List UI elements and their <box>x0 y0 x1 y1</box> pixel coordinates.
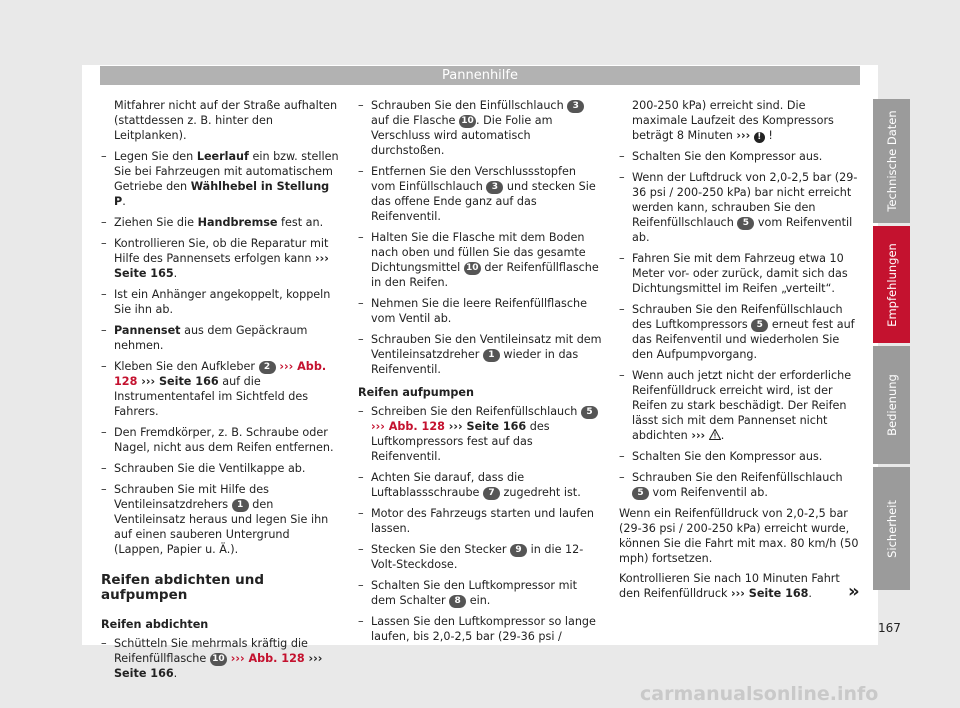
list-item: – Pannenset aus dem Gepäckraum nehmen. <box>101 323 341 353</box>
list-item: – Schrauben Sie den Reifenfüllschlauch des Luftkompressors 5 erneut fest auf das Reifenventil und wiederholen Sie den Aufpumpvorgang. <box>619 302 860 362</box>
page-number: 167 <box>878 621 901 635</box>
list-item: – Schrauben Sie den Einfüllschlauch 3 auf die Flasche 10 . Die Folie am Verschluss wird automatisch durchstoßen. <box>358 98 602 158</box>
number-badge: 10 <box>459 115 476 128</box>
list-item: – Schalten Sie den Kompressor aus. <box>619 149 860 164</box>
list-item: – Schrauben Sie den Ventileinsatz mit dem Ventileinsatzdreher 1 wieder in das Reifenventil. <box>358 332 602 377</box>
number-badge: 3 <box>567 100 584 113</box>
number-badge: 7 <box>483 487 500 500</box>
list-item: – Schreiben Sie den Reifenfüllschlauch 5 ››› Abb. 128 ››› Seite 166 des Luftkompressors fest auf das Reifenventil. <box>358 404 602 464</box>
list-item: – Schalten Sie den Luftkompressor mit dem Schalter 8 ein. <box>358 578 602 608</box>
list-item: – Den Fremdkörper, z. B. Schraube oder Nagel, nicht aus dem Reifen entfernen. <box>101 425 341 455</box>
watermark: carmanualsonline.info <box>640 683 879 705</box>
warning-icon <box>709 429 721 440</box>
tab-empfehlungen[interactable]: Empfehlungen <box>873 226 910 343</box>
list-item: – Stecken Sie den Stecker 9 in die 12-Volt-Steckdose. <box>358 542 602 572</box>
list-item: – Lassen Sie den Luftkompressor so lange laufen, bis 2,0-2,5 bar (29-36 psi / <box>358 614 602 644</box>
number-badge: 5 <box>737 217 754 230</box>
list-item: – Schrauben Sie den Reifenfüllschlauch 5 vom Reifenventil ab. <box>619 470 860 500</box>
number-badge: 5 <box>581 406 598 419</box>
list-item: – Nehmen Sie die leere Reifenfüllflasche vom Ventil ab. <box>358 296 602 326</box>
list-item: – Fahren Sie mit dem Fahrzeug etwa 10 Meter vor- oder zurück, damit sich das Dichtungsmittel im Reifen „verteilt“. <box>619 251 860 296</box>
list-item: – Schütteln Sie mehrmals kräftig die Reifenfüllflasche 10 ››› Abb. 128 ››› Seite 166. <box>101 636 341 681</box>
column-2 <box>358 98 602 650</box>
continue-arrow: » <box>848 581 860 602</box>
number-badge: 8 <box>449 595 466 608</box>
tab-bedienung[interactable]: Bedienung <box>873 346 910 464</box>
list-item: – Ziehen Sie die Handbremse fest an. <box>101 215 341 230</box>
paragraph: Mitfahrer nicht auf der Straße aufhalten (stattdessen z. B. hinter den Leitplanken). <box>114 99 338 142</box>
number-badge: 9 <box>510 544 527 557</box>
link-arrow[interactable]: ››› <box>736 129 751 142</box>
section-heading: Reifen abdichten und aufpumpen <box>101 572 265 603</box>
subheading: Reifen aufpumpen <box>358 386 474 399</box>
list-item: – Motor des Fahrzeugs starten und laufen lassen. <box>358 506 602 536</box>
list-item: – Wenn der Luftdruck von 2,0-2,5 bar (29-36 psi / 200-250 kPa) bar nicht erreicht werden kann, schrauben Sie den Reifenfüllschlauch 5 vom Reifenventil ab. <box>619 170 860 245</box>
list-item: – Kontrollieren Sie, ob die Reparatur mit Hilfe des Pannensets erfolgen kann ››› Seite 165. <box>101 236 341 281</box>
number-badge: 3 <box>486 181 503 194</box>
page-link[interactable]: ››› Seite 166 <box>444 420 527 433</box>
list-item: – Schalten Sie den Kompressor aus. <box>619 449 860 464</box>
info-icon: ! <box>754 132 765 143</box>
page-link[interactable]: ››› Seite 166 <box>114 652 323 680</box>
number-badge: 5 <box>751 319 768 332</box>
figure-link[interactable]: ››› Abb. 128 <box>226 652 305 665</box>
number-badge: 10 <box>210 653 227 666</box>
column-3 <box>619 98 860 606</box>
number-badge: 5 <box>632 487 649 500</box>
paragraph: 200-250 kPa) erreicht sind. Die maximale Laufzeit des Kompressors beträgt 8 Minuten ››› ! ! <box>632 99 834 142</box>
page-header: Pannenhilfe <box>100 66 860 85</box>
list-item: – Achten Sie darauf, dass die Luftablassschraube 7 zugedreht ist. <box>358 470 602 500</box>
list-item: – Halten Sie die Flasche mit dem Boden nach oben und füllen Sie das gesamte Dichtungsmittel 10 der Reifenfüllflasche in den Reifen. <box>358 230 602 290</box>
page-link[interactable]: ››› Seite 168 <box>731 587 809 600</box>
list-item: – Legen Sie den Leerlauf ein bzw. stellen Sie bei Fahrzeugen mit automatischem Getriebe den Wählhebel in Stellung P. <box>101 149 341 209</box>
list-item: – Schrauben Sie mit Hilfe des Ventileinsatzdrehers 1 den Ventileinsatz heraus und legen Sie ihn auf einen sauberen Untergrund (Lappen, Papier u. Ä.). <box>101 482 341 557</box>
number-badge: 1 <box>483 349 500 362</box>
list-item: – Kleben Sie den Aufkleber 2 ››› Abb. 128 ››› Seite 166 auf die Instrumententafel im Sichtfeld des Fahrers. <box>101 359 341 419</box>
number-badge: 1 <box>232 499 249 512</box>
list-item: – Wenn auch jetzt nicht der erforderliche Reifenfülldruck erreicht wird, ist der Reifen zu stark beschädigt. Der Reifen lässt sich mit dem Pannenset nicht abdichten ››› . <box>619 368 860 443</box>
paragraph: Kontrollieren Sie nach 10 Minuten Fahrt den Reifenfülldruck ››› Seite 168. <box>619 572 840 600</box>
figure-link[interactable]: ››› Abb. 128 <box>371 420 445 433</box>
list-item: – Entfernen Sie den Verschlussstopfen vom Einfüllschlauch 3 und stecken Sie das offene Ende ganz auf das Reifenventil. <box>358 164 602 224</box>
number-badge: 2 <box>259 361 276 374</box>
tab-sicherheit[interactable]: Sicherheit <box>873 467 910 590</box>
paragraph: Wenn ein Reifenfülldruck von 2,0-2,5 bar (29-36 psi / 200-250 kPa) erreicht wurde, können Sie die Fahrt mit max. 80 km/h (50 mph) fortsetzen. <box>619 507 859 565</box>
column-1 <box>101 98 341 687</box>
figure-link[interactable]: ››› Abb. 128 <box>114 360 327 388</box>
page-link[interactable]: ››› Seite 165 <box>114 252 329 280</box>
subheading: Reifen abdichten <box>101 618 209 631</box>
number-badge: 10 <box>464 262 481 275</box>
tab-technische-daten[interactable]: Technische Daten <box>873 99 910 223</box>
link-arrow[interactable]: ››› <box>691 429 706 442</box>
page-link[interactable]: ››› Seite 166 <box>137 375 219 388</box>
list-item: – Ist ein Anhänger angekoppelt, koppeln Sie ihn ab. <box>101 287 341 317</box>
list-item: – Schrauben Sie die Ventilkappe ab. <box>101 461 341 476</box>
